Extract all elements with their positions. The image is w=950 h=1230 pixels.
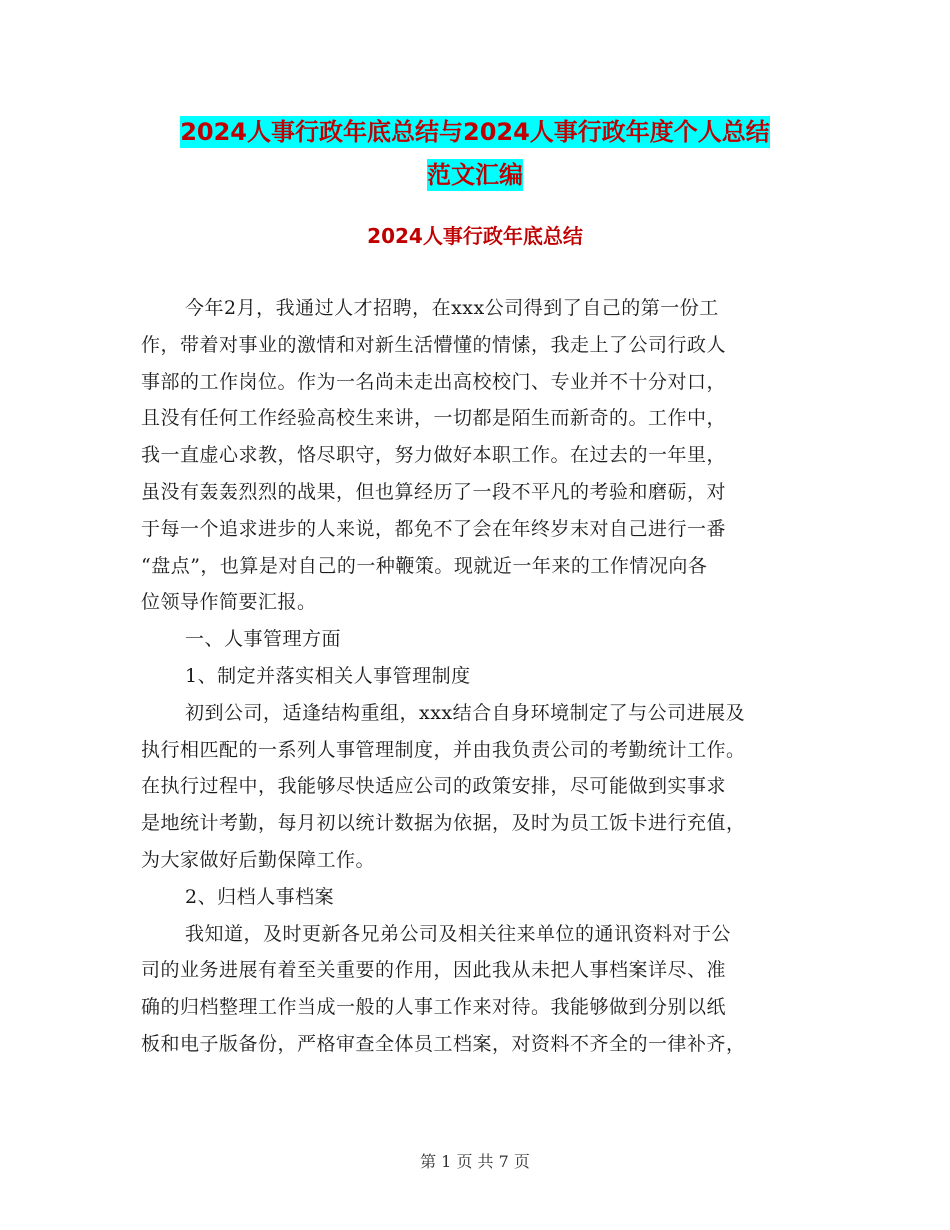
paragraph-line: 板和电子版备份，严格审查全体员工档案，对资料不齐全的一律补齐，	[141, 1032, 746, 1055]
paragraph-line: 1、制定并落实相关人事管理制度	[185, 664, 471, 687]
paragraph-line: 我一直虚心求教，恪尽职守，努力做好本职工作。在过去的一年里，	[141, 444, 727, 467]
document-title-text-2: 范文汇编	[427, 161, 523, 189]
paragraph-line: 确的归档整理工作当成一般的人事工作来对待。我能够做到分别以纸	[141, 996, 727, 1019]
paragraph-line: 执行相匹配的一系列人事管理制度，并由我负责公司的考勤统计工作。	[141, 738, 746, 761]
paragraph-line: 一、人事管理方面	[185, 628, 342, 651]
paragraph-line: 2、归档人事档案	[185, 885, 335, 908]
paragraph-line: 且没有任何工作经验高校生来讲，一切都是陌生而新奇的。工作中，	[141, 407, 727, 430]
paragraph-line: 作，带着对事业的激情和对新生活懵懂的情愫，我走上了公司行政人	[141, 333, 727, 356]
paragraph-line: 我知道，及时更新各兄弟公司及相关往来单位的通讯资料对于公	[185, 922, 732, 945]
paragraph-line: 事部的工作岗位。作为一名尚未走出高校校门、专业并不十分对口，	[141, 370, 727, 393]
paragraph-line: 位领导作简要汇报。	[141, 591, 317, 614]
page-footer: 第 1 页 共 7 页	[420, 1152, 530, 1171]
paragraph-line: “盘点”，也算是对自己的一种鞭策。现就近一年来的工作情况向各	[141, 554, 708, 577]
paragraph-line: 今年2月，我通过人才招聘，在xxx公司得到了自己的第一份工	[185, 297, 719, 319]
document-title-line-1	[0, 108, 950, 156]
paragraph-line: 是地统计考勤，每月初以统计数据为依据，及时为员工饭卡进行充值，	[141, 812, 746, 835]
paragraph-line: 初到公司，适逢结构重组，xxx结合自身环境制定了与公司进展及	[185, 701, 746, 724]
paragraph-line: 虽没有轰轰烈烈的战果，但也算经历了一段不平凡的考验和磨砺，对	[141, 480, 727, 503]
document-title-text-1: 2024人事行政年底总结与2024人事行政年度个人总结	[180, 118, 770, 146]
paragraph-line: 为大家做好后勤保障工作。	[141, 848, 376, 871]
document-title-line-2	[0, 151, 950, 199]
paragraph-line: 在执行过程中，我能够尽快适应公司的政策安排，尽可能做到实事求	[141, 775, 727, 798]
section-title: 2024人事行政年底总结	[367, 224, 583, 248]
body-text	[141, 290, 811, 1063]
paragraph-line: 于每一个追求进步的人来说，都免不了会在年终岁末对自己进行一番	[141, 517, 727, 540]
paragraph-line: 司的业务进展有着至关重要的作用，因此我从未把人事档案详尽、准	[141, 959, 727, 982]
